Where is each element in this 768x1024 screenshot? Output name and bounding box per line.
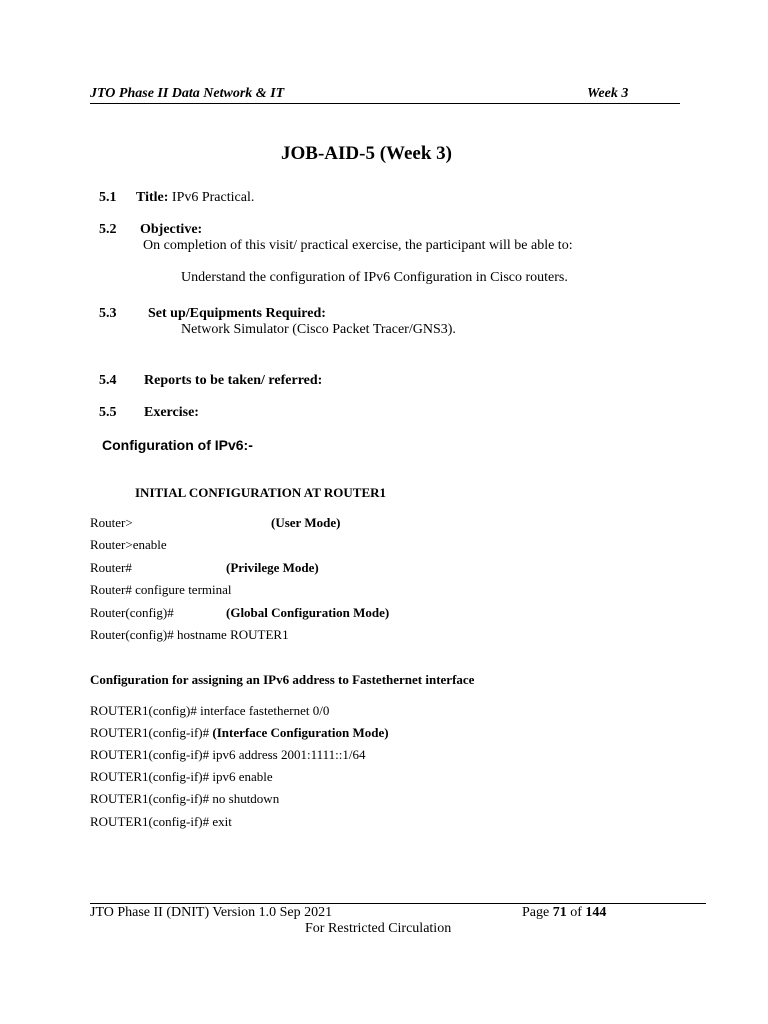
section-5-3-value: Network Simulator (Cisco Packet Tracer/GNS3). bbox=[181, 322, 456, 337]
page-of: of bbox=[570, 905, 582, 920]
cli-mode-label: (User Mode) bbox=[271, 515, 341, 530]
footer-circulation: For Restricted Circulation bbox=[305, 921, 452, 936]
cli-line: ROUTER1(config-if)# exit bbox=[90, 814, 232, 829]
cli-line: ROUTER1(config-if)# bbox=[90, 725, 210, 740]
cli-mode-label: (Privilege Mode) bbox=[226, 560, 319, 575]
page-prefix: Page bbox=[522, 905, 550, 920]
section-5-1-value: IPv6 Practical. bbox=[171, 190, 255, 205]
cli-line: Router>enable bbox=[90, 537, 167, 552]
objective-item: Understand the configuration of IPv6 Configuration in Cisco routers. bbox=[181, 270, 568, 285]
section-5-1-number: 5.1 bbox=[99, 190, 117, 205]
page-current: 71 bbox=[552, 905, 567, 920]
config-heading: Configuration of IPv6:- bbox=[102, 437, 253, 453]
cli-mode-label: (Interface Configuration Mode) bbox=[212, 725, 389, 740]
cli-line: Router# bbox=[90, 560, 132, 575]
section-5-4-number: 5.4 bbox=[99, 373, 117, 388]
cli-mode-label: (Global Configuration Mode) bbox=[226, 605, 390, 620]
section-5-2-number: 5.2 bbox=[99, 222, 117, 237]
cli-line: ROUTER1(config-if)# ipv6 address 2001:1111::1/64 bbox=[90, 747, 366, 762]
footer-version: JTO Phase II (DNIT) Version 1.0 Sep 2021 bbox=[90, 905, 333, 920]
document-title: JOB-AID-5 (Week 3) bbox=[281, 143, 452, 164]
cli-line: Router# configure terminal bbox=[90, 582, 232, 597]
section-5-5-number: 5.5 bbox=[99, 405, 117, 420]
cli-line: Router(config)# hostname ROUTER1 bbox=[90, 627, 289, 642]
interface-config-heading: Configuration for assigning an IPv6 address to Fastethernet interface bbox=[90, 672, 475, 687]
header-left: JTO Phase II Data Network & IT bbox=[90, 86, 285, 101]
section-5-5-label: Exercise: bbox=[144, 405, 199, 420]
section-5-3-number: 5.3 bbox=[99, 306, 117, 321]
section-5-4-label: Reports to be taken/ referred: bbox=[144, 373, 323, 388]
section-5-1-label: Title: bbox=[136, 190, 169, 205]
cli-line: Router> bbox=[90, 515, 133, 530]
footer-rule bbox=[90, 903, 706, 904]
cli-line: ROUTER1(config-if)# ipv6 enable bbox=[90, 769, 273, 784]
objective-intro: On completion of this visit/ practical exercise, the participant will be able to: bbox=[143, 238, 573, 253]
page-total: 144 bbox=[585, 905, 607, 920]
cli-line: ROUTER1(config)# interface fastethernet 0/0 bbox=[90, 703, 330, 718]
section-5-1 bbox=[136, 190, 254, 206]
section-5-3-label: Set up/Equipments Required: bbox=[148, 306, 326, 321]
cli-line: Router(config)# bbox=[90, 605, 174, 620]
initial-config-heading: INITIAL CONFIGURATION AT ROUTER1 bbox=[135, 485, 387, 500]
header-right: Week 3 bbox=[587, 86, 629, 101]
header-rule bbox=[90, 103, 680, 104]
cli-line-with-mode bbox=[90, 725, 389, 741]
cli-line: ROUTER1(config-if)# no shutdown bbox=[90, 791, 280, 806]
section-5-2-label: Objective: bbox=[140, 222, 203, 237]
footer-page-number bbox=[522, 905, 606, 921]
